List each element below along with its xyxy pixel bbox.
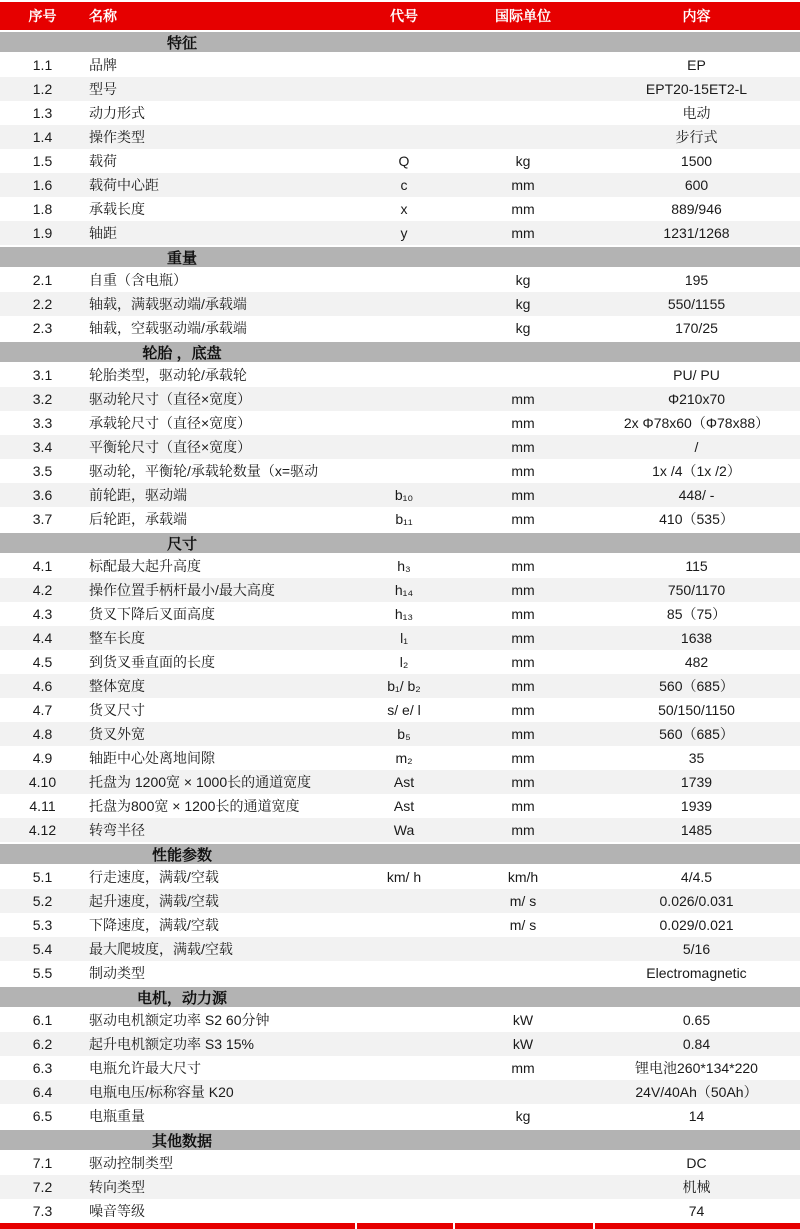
unit-cell: mm [511,487,535,503]
table-row [0,1199,800,1223]
row-number-cell: 6.2 [32,1036,53,1052]
row-number-cell: 4.10 [28,774,57,790]
name-cell: 货叉外宽 [89,726,145,742]
symbol-cell: l₁ [400,630,408,646]
value-cell: 170/25 [675,320,718,336]
section-bar [0,842,800,865]
row-number-cell: 4.11 [29,798,56,814]
symbol-cell: km/ h [386,869,422,885]
symbol-cell: l₂ [399,654,409,670]
table-row [0,770,800,794]
unit-cell: mm [511,463,535,479]
name-cell: 驱动控制类型 [89,1155,173,1171]
unit-cell: mm [511,630,535,646]
section-bar [0,1128,800,1151]
table-row [0,698,800,722]
col-header-name: 名称 [89,8,117,24]
section-title: 重量 [166,250,197,267]
name-cell: 噪音等级 [89,1203,145,1219]
table-row [0,53,800,77]
symbol-cell: b₁₁ [395,511,413,527]
row-number-cell: 5.3 [32,917,53,933]
value-cell: 14 [688,1108,705,1124]
table-row [0,674,800,698]
value-cell: 机械 [682,1179,711,1195]
name-cell: 操作位置手柄杆最小/最大高度 [89,582,275,598]
table-row [0,1080,800,1104]
row-number-cell: 7.2 [32,1179,53,1195]
name-cell: 轴距 [89,225,117,241]
value-cell: 0.65 [682,1012,711,1028]
row-number-cell: 4.9 [32,750,53,766]
name-cell: 平衡轮尺寸（直径×宽度） [89,439,252,455]
table-row [0,101,800,125]
unit-cell: mm [511,558,535,574]
table-row [0,937,800,961]
value-cell: 560（685） [659,678,734,694]
value-cell: 1739 [680,774,713,790]
symbol-cell: h₃ [397,558,411,574]
row-number-cell: 4.7 [32,702,53,718]
name-cell: 行走速度，满载/空载 [89,869,219,885]
value-cell: 1939 [680,798,713,814]
row-number-cell: 4.12 [28,822,57,838]
row-number-cell: 2.2 [32,296,53,312]
table-row [0,197,800,221]
row-number-cell: 1.1 [32,57,53,73]
value-cell: 74 [688,1203,705,1219]
section-bar [0,531,800,554]
row-number-cell: 2.1 [32,272,53,288]
symbol-cell: y [400,225,408,241]
footer-segment [0,1223,355,1229]
value-cell: 410（535） [659,511,734,527]
table-row [0,268,800,292]
name-cell: 托盘为 1200宽 × 1000长的通道宽度 [89,774,312,790]
table-row [0,149,800,173]
section-title: 特征 [166,35,197,52]
table-header-row [0,2,800,30]
unit-cell: kg [515,320,531,336]
symbol-cell: h₁₄ [394,582,414,598]
value-cell: EPT20-15ET2-L [645,81,748,97]
name-cell: 载荷中心距 [89,177,159,193]
name-cell: 驱动轮，平衡轮/承载轮数量（x=驱动 [89,463,319,479]
name-cell: 驱动电机额定功率 S2 60分钟 [89,1012,270,1028]
name-cell: 到货叉垂直面的长度 [89,654,215,670]
unit-cell: mm [511,678,535,694]
table-row [0,221,800,245]
table-row [0,411,800,435]
row-number-cell: 4.6 [32,678,53,694]
table-row [0,316,800,340]
symbol-cell: Wa [393,822,415,838]
name-cell: 货叉下降后叉面高度 [89,606,215,622]
row-number-cell: 1.5 [32,153,53,169]
symbol-cell: Q [398,153,410,169]
row-number-cell: 5.1 [32,869,53,885]
unit-cell: kg [515,1108,531,1124]
value-cell: 600 [684,177,709,193]
unit-cell: mm [511,726,535,742]
unit-cell: km/h [507,869,539,885]
name-cell: 电瓶允许最大尺寸 [89,1060,201,1076]
value-cell: 步行式 [675,129,718,145]
unit-cell: mm [511,582,535,598]
name-cell: 起升速度，满载/空载 [89,893,219,909]
footer-segment [355,1223,453,1229]
table-row [0,578,800,602]
name-cell: 前轮距，驱动端 [89,487,187,503]
unit-cell: mm [511,177,535,193]
name-cell: 下降速度，满载/空载 [89,917,219,933]
symbol-cell: b₁/ b₂ [387,678,421,694]
name-cell: 最大爬坡度，满载/空载 [89,941,233,957]
table-row [0,961,800,985]
name-cell: 自重（含电瓶） [89,272,187,288]
row-number-cell: 7.1 [32,1155,53,1171]
unit-cell: mm [511,201,535,217]
name-cell: 货叉尺寸 [89,702,145,718]
name-cell: 轴距中心处离地间隙 [89,750,215,766]
unit-cell: mm [511,439,535,455]
unit-cell: mm [511,798,535,814]
footer-segment [593,1223,800,1229]
table-row [0,77,800,101]
row-number-cell: 5.5 [32,965,53,981]
row-number-cell: 3.3 [32,415,53,431]
table-row [0,507,800,531]
value-cell: 1638 [680,630,713,646]
symbol-cell: x [400,201,408,217]
name-cell: 制动类型 [89,965,145,981]
col-header-no: 序号 [28,8,57,24]
row-number-cell: 7.3 [32,1203,53,1219]
symbol-cell: b₁₀ [394,487,414,503]
table-row [0,1032,800,1056]
value-cell: 1485 [680,822,713,838]
table-row [0,435,800,459]
section-bar [0,245,800,268]
name-cell: 动力形式 [89,105,145,121]
unit-cell: mm [511,654,535,670]
row-number-cell: 1.4 [32,129,53,145]
name-cell: 轮胎类型，驱动轮/承载轮 [89,367,247,383]
row-number-cell: 5.2 [32,893,53,909]
row-number-cell: 4.5 [32,654,53,670]
unit-cell: m/ s [509,917,537,933]
section-bar [0,30,800,53]
value-cell: 1500 [680,153,713,169]
row-number-cell: 1.2 [32,81,53,97]
name-cell: 整体宽度 [89,678,145,694]
col-header-value: 内容 [682,8,711,24]
unit-cell: kg [515,272,531,288]
table-row [0,865,800,889]
name-cell: 起升电机额定功率 S3 15% [89,1036,254,1052]
unit-cell: m/ s [509,893,537,909]
name-cell: 转弯半径 [89,822,145,838]
unit-cell: kW [512,1036,534,1052]
value-cell: 0.026/0.031 [659,893,734,909]
symbol-cell: m₂ [395,750,413,766]
footer-segment [453,1223,593,1229]
name-cell: 后轮距，承载端 [89,511,187,527]
name-cell: 承载轮尺寸（直径×宽度） [89,415,252,431]
row-number-cell: 1.9 [32,225,53,241]
value-cell: 448/ - [678,487,715,503]
unit-cell: mm [511,702,535,718]
value-cell: EP [687,57,706,73]
table-row [0,794,800,818]
row-number-cell: 1.8 [32,201,53,217]
row-number-cell: 1.6 [32,177,53,193]
table-row [0,292,800,316]
row-number-cell: 6.4 [32,1084,53,1100]
value-cell: 195 [684,272,709,288]
section-title: 其他数据 [151,1133,212,1150]
row-number-cell: 4.8 [32,726,53,742]
col-header-symbol: 代号 [390,8,418,24]
row-number-cell: 1.3 [32,105,53,121]
value-cell: 1231/1268 [663,225,730,241]
table-row [0,626,800,650]
unit-cell: mm [511,606,535,622]
name-cell: 标配最大起升高度 [89,558,201,574]
row-number-cell: 6.3 [32,1060,53,1076]
section-title: 电机，动力源 [136,990,227,1007]
row-number-cell: 3.1 [32,367,53,383]
symbol-cell: s/ e/ l [387,702,421,718]
value-cell: 750/1170 [667,582,726,598]
name-cell: 轴载，空载驱动端/承载端 [89,320,247,336]
row-number-cell: 4.1 [32,558,53,574]
row-number-cell: 4.3 [32,606,53,622]
unit-cell: mm [511,415,535,431]
table-row [0,125,800,149]
name-cell: 转向类型 [89,1179,145,1195]
row-number-cell: 3.6 [32,487,53,503]
section-bar [0,340,800,363]
name-cell: 型号 [89,81,117,97]
value-cell: 560（685） [659,726,734,742]
row-number-cell: 6.5 [32,1108,53,1124]
table-row [0,459,800,483]
table-row [0,363,800,387]
value-cell: 2x Φ78x60（Φ78x88） [623,415,770,431]
symbol-cell: Ast [393,774,415,790]
symbol-cell: b₅ [397,726,411,742]
value-cell: Φ210x70 [667,391,726,407]
unit-cell: mm [511,750,535,766]
row-number-cell: 3.4 [32,439,53,455]
value-cell: 电动 [682,105,711,121]
name-cell: 电瓶电压/标称容量 K20 [89,1084,234,1100]
unit-cell: mm [511,391,535,407]
table-row [0,889,800,913]
name-cell: 整车长度 [89,630,145,646]
row-number-cell: 6.1 [32,1012,53,1028]
row-number-cell: 2.3 [32,320,53,336]
table-row [0,1175,800,1199]
row-number-cell: 4.4 [32,630,53,646]
value-cell: / [694,439,699,455]
value-cell: 4/4.5 [680,869,713,885]
unit-cell: mm [511,511,535,527]
unit-cell: kg [515,296,531,312]
table-row [0,1104,800,1128]
section-title: 尺寸 [166,536,197,553]
name-cell: 驱动轮尺寸（直径×宽度） [89,391,252,407]
value-cell: 0.029/0.021 [659,917,734,933]
value-cell: 0.84 [682,1036,711,1052]
table-row [0,387,800,411]
table-row [0,173,800,197]
value-cell: Electromagnetic [646,965,747,981]
symbol-cell: c [400,177,408,193]
unit-cell: mm [511,1060,535,1076]
table-row [0,650,800,674]
table-row [0,483,800,507]
table-row [0,746,800,770]
name-cell: 托盘为800宽 × 1200长的通道宽度 [89,798,300,814]
value-cell: DC [686,1155,707,1171]
table-row [0,1151,800,1175]
section-bar [0,985,800,1008]
symbol-cell: h₁₃ [394,606,414,622]
symbol-cell: Ast [393,798,415,814]
name-cell: 轴载，满载驱动端/承载端 [89,296,247,312]
name-cell: 载荷 [89,153,117,169]
name-cell: 操作类型 [89,129,145,145]
value-cell: 50/150/1150 [658,702,735,718]
value-cell: 482 [684,654,709,670]
unit-cell: kg [515,153,531,169]
value-cell: 5/16 [682,941,711,957]
col-header-unit: 国际单位 [495,8,551,24]
unit-cell: mm [511,225,535,241]
row-number-cell: 3.2 [32,391,53,407]
table-row [0,722,800,746]
row-number-cell: 5.4 [32,941,53,957]
value-cell: 85（75） [666,606,727,622]
table-row [0,1008,800,1032]
table-body [0,30,800,1223]
row-number-cell: 3.5 [32,463,53,479]
value-cell: 889/946 [671,201,722,217]
table-row [0,554,800,578]
name-cell: 承载长度 [89,201,145,217]
value-cell: 35 [688,750,705,766]
section-title: 轮胎 ，底盘 [142,345,222,362]
value-cell: 550/1155 [667,296,726,312]
unit-cell: mm [511,774,535,790]
row-number-cell: 4.2 [32,582,53,598]
name-cell: 品牌 [89,57,117,73]
value-cell: 锂电池260*134*220 [635,1060,758,1076]
value-cell: 1x /4（1x /2） [652,463,741,479]
value-cell: 24V/40Ah（50Ah） [635,1084,758,1100]
table-footer-bar [0,1223,800,1229]
table-row [0,602,800,626]
row-number-cell: 3.7 [32,511,53,527]
table-row [0,1056,800,1080]
value-cell: PU/ PU [673,367,720,383]
value-cell: 115 [685,558,708,574]
name-cell: 电瓶重量 [89,1108,145,1124]
unit-cell: kW [512,1012,534,1028]
table-row [0,913,800,937]
section-title: 性能参数 [151,847,212,864]
unit-cell: mm [511,822,535,838]
table-row [0,818,800,842]
